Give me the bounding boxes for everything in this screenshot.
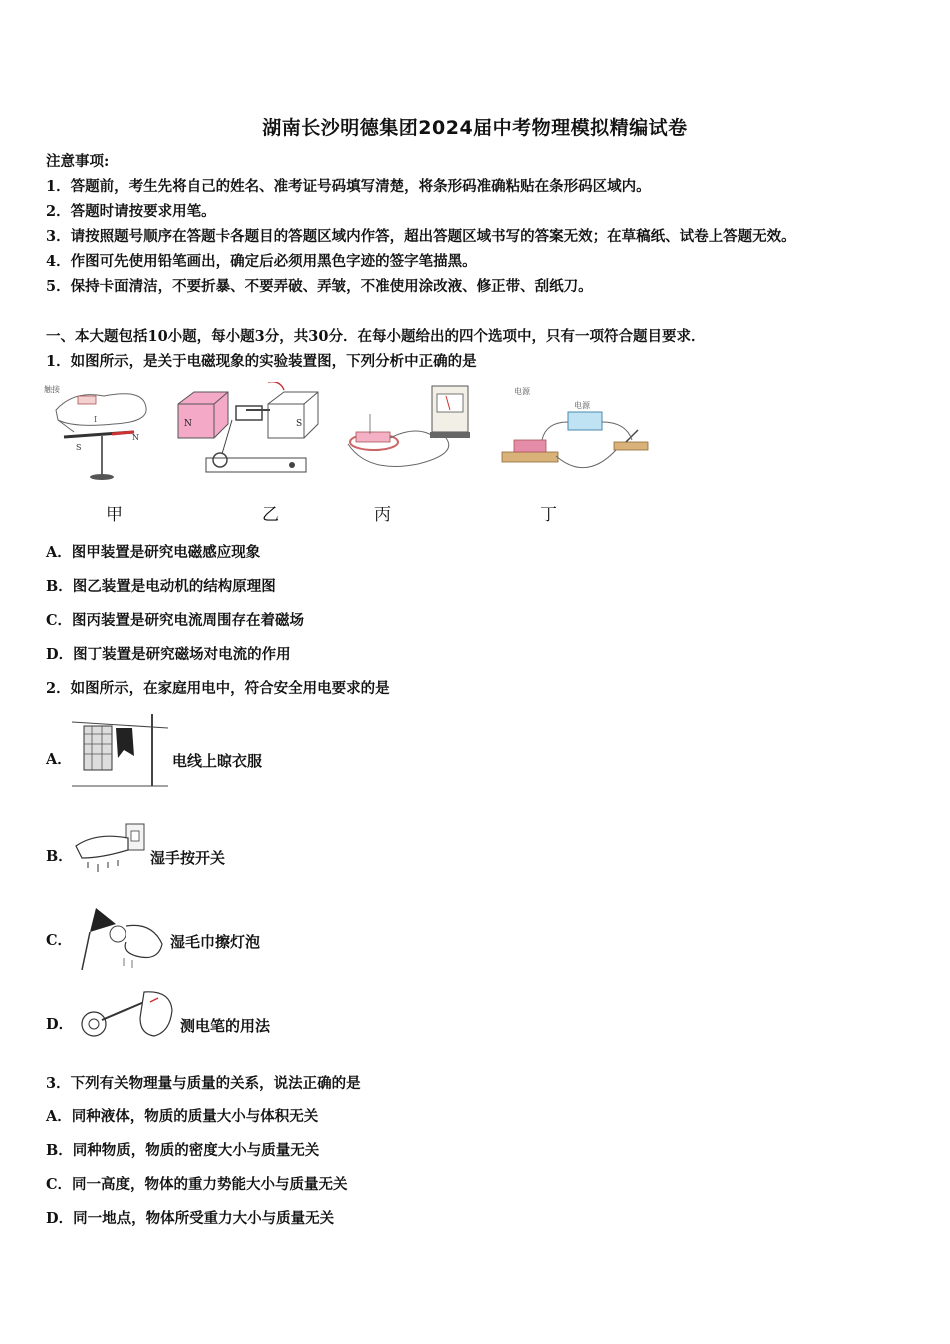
q2-option-d-caption: 测电笔的用法 — [180, 1017, 271, 1035]
figure-jia-s-label: S — [76, 443, 82, 452]
section-heading: 一、本大题包括10小题，每小题3分，共30分．在每小题给出的四个选项中，只有一项符合题目要求． — [46, 328, 706, 345]
figure-ding-left-label: 电源 — [514, 387, 530, 396]
q2-option-c-letter: C． — [46, 932, 73, 949]
figure-label-jia: 甲 — [106, 505, 123, 525]
figure-jia — [44, 380, 154, 498]
q1-figure-group — [44, 380, 664, 500]
figure-yi-s-label: S — [296, 419, 303, 429]
q2-option-b-image — [72, 822, 148, 884]
q1-option-b: B．图乙装置是电动机的结构原理图 — [46, 578, 276, 595]
notes-heading: 注意事项: — [46, 153, 110, 170]
q2-option-b-caption: 湿手按开关 — [150, 849, 226, 867]
q3-option-a: A．同种液体，物质的质量大小与体积无关 — [46, 1108, 319, 1125]
figure-label-yi: 乙 — [262, 505, 279, 525]
figure-ding-box-label: 电源 — [574, 401, 590, 410]
q1-option-d: D．图丁装置是研究磁场对电流的作用 — [46, 646, 291, 663]
q3-option-d: D．同一地点，物体所受重力大小与质量无关 — [46, 1210, 335, 1227]
q2-option-a-caption: 电线上晾衣服 — [172, 752, 263, 770]
figure-jia-n-label: N — [132, 433, 139, 442]
q1-option-c: C．图丙装置是研究电流周围存在着磁场 — [46, 612, 305, 629]
q1-option-a: A．图甲装置是研究电磁感应现象 — [46, 544, 261, 561]
page-title: 湖南长沙明德集团2024届中考物理模拟精编试卷 — [262, 117, 688, 139]
q2-option-b-letter: B． — [46, 848, 73, 865]
notes-item-5: 5．保持卡面清洁，不要折暴、不要弄破、弄皱，不准使用涂改液、修正带、刮纸刀。 — [46, 278, 593, 295]
notes-item-1: 1．答题前，考生先将自己的姓名、准考证号码填写清楚，将条形码准确粘贴在条形码区域内。 — [46, 178, 651, 195]
q2-option-a-image — [72, 714, 168, 790]
notes-item-3: 3．请按照题号顺序在答题卡各题目的答题区域内作答，超出答题区域书写的答案无效；在草稿纸、试卷上答题无效。 — [46, 228, 796, 245]
figure-bing — [338, 384, 478, 480]
figure-ding — [496, 382, 664, 490]
figure-jia-switch-label: 触接 — [44, 385, 60, 394]
figure-label-ding: 丁 — [540, 505, 557, 525]
q2-option-c-caption: 湿毛巾擦灯泡 — [170, 933, 261, 951]
q3-option-b: B．同种物质，物质的密度大小与质量无关 — [46, 1142, 320, 1159]
figure-jia-current-label: I — [94, 415, 98, 424]
q2-option-d-image — [74, 988, 178, 1050]
question-3-stem: 3．下列有关物理量与质量的关系，说法正确的是 — [46, 1075, 361, 1092]
notes-item-4: 4．作图可先使用铅笔画出，确定后必须用黑色字迹的签字笔描黑。 — [46, 253, 477, 270]
q3-option-c: C．同一高度，物体的重力势能大小与质量无关 — [46, 1176, 348, 1193]
q2-option-a-letter: A． — [46, 751, 72, 768]
figure-yi-n-label: N — [184, 419, 192, 429]
figure-label-bing: 丙 — [374, 505, 391, 525]
q2-option-d-letter: D． — [46, 1016, 74, 1033]
question-1-stem: 1．如图所示，是关于电磁现象的实验装置图，下列分析中正确的是 — [46, 353, 477, 370]
question-2-stem: 2．如图所示，在家庭用电中，符合安全用电要求的是 — [46, 680, 390, 697]
q2-option-c-image — [74, 904, 168, 974]
figure-yi — [176, 382, 324, 482]
notes-item-2: 2．答题时请按要求用笔。 — [46, 203, 216, 220]
